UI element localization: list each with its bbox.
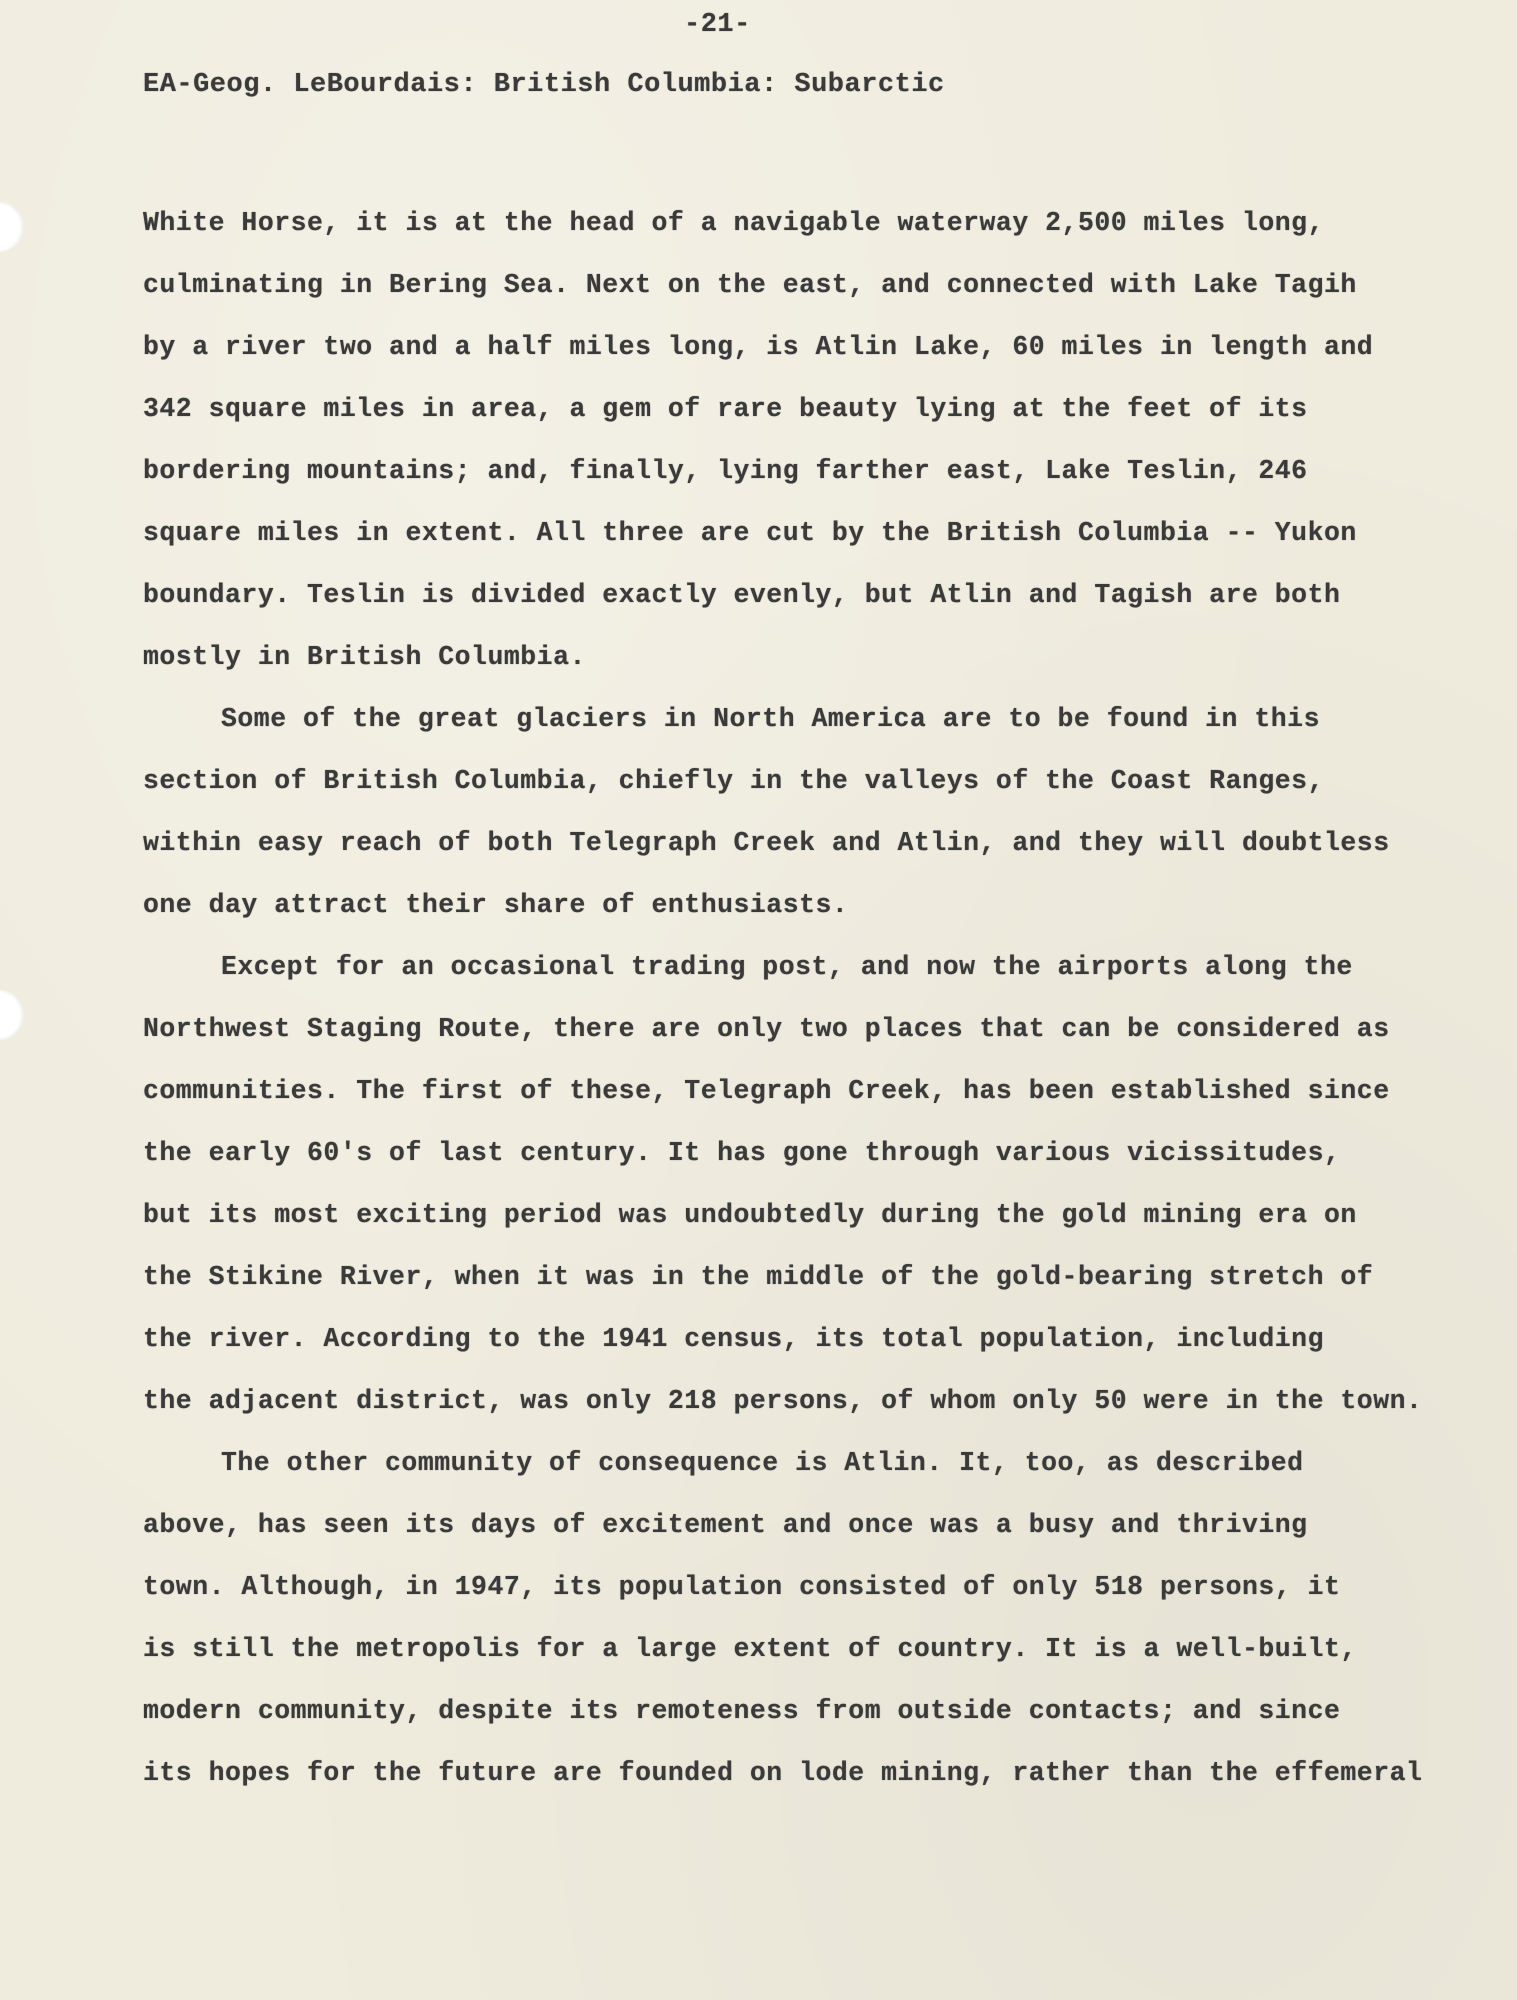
document-header: EA-Geog. LeBourdais: British Columbia: Subarctic [143,70,945,100]
body-text [143,192,1423,1804]
text-line: bordering mountains; and, finally, lying farther east, Lake Teslin, 246 [143,456,1308,486]
text-line: its hopes for the future are founded on lode mining, rather than the effemeral [143,1758,1423,1788]
page-number: -21- [684,10,751,40]
paragraph-first-line: The other community of consequence is Atlin. It, too, as described [221,1448,1304,1478]
text-line: the adjacent district, was only 218 persons, of whom only 50 were in the town. [143,1386,1423,1416]
text-line: the Stikine River, when it was in the middle of the gold-bearing stretch of [143,1262,1374,1292]
text-line: communities. The first of these, Telegraph Creek, has been established since [143,1076,1390,1106]
text-line: but its most exciting period was undoubtedly during the gold mining era on [143,1200,1357,1230]
text-line: 342 square miles in area, a gem of rare beauty lying at the feet of its [143,394,1308,424]
text-line: within easy reach of both Telegraph Creek and Atlin, and they will doubtless [143,828,1390,858]
text-line: the early 60's of last century. It has gone through various vicissitudes, [143,1138,1341,1168]
text-line: the river. According to the 1941 census, its total population, including [143,1324,1324,1354]
text-line: one day attract their share of enthusiasts. [143,890,849,920]
text-line: Northwest Staging Route, there are only two places that can be considered as [143,1014,1390,1044]
text-line: section of British Columbia, chiefly in the valleys of the Coast Ranges, [143,766,1324,796]
paragraph-first-line: Except for an occasional trading post, and now the airports along the [221,952,1353,982]
text-line: White Horse, it is at the head of a navigable waterway 2,500 miles long, [143,208,1324,238]
text-line: mostly in British Columbia. [143,642,586,672]
text-line: is still the metropolis for a large extent of country. It is a well-built, [143,1634,1357,1664]
text-line: above, has seen its days of excitement and once was a busy and thriving [143,1510,1308,1540]
text-line: modern community, despite its remoteness from outside contacts; and since [143,1696,1341,1726]
punch-hole [0,990,24,1040]
text-line: by a river two and a half miles long, is Atlin Lake, 60 miles in length and [143,332,1374,362]
text-line: boundary. Teslin is divided exactly evenly, but Atlin and Tagish are both [143,580,1341,610]
text-line: culminating in Bering Sea. Next on the east, and connected with Lake Tagih [143,270,1357,300]
text-line: town. Although, in 1947, its population consisted of only 518 persons, it [143,1572,1341,1602]
text-line: square miles in extent. All three are cut by the British Columbia -- Yukon [143,518,1357,548]
punch-hole [0,202,24,252]
paragraph-first-line: Some of the great glaciers in North America are to be found in this [221,704,1320,734]
